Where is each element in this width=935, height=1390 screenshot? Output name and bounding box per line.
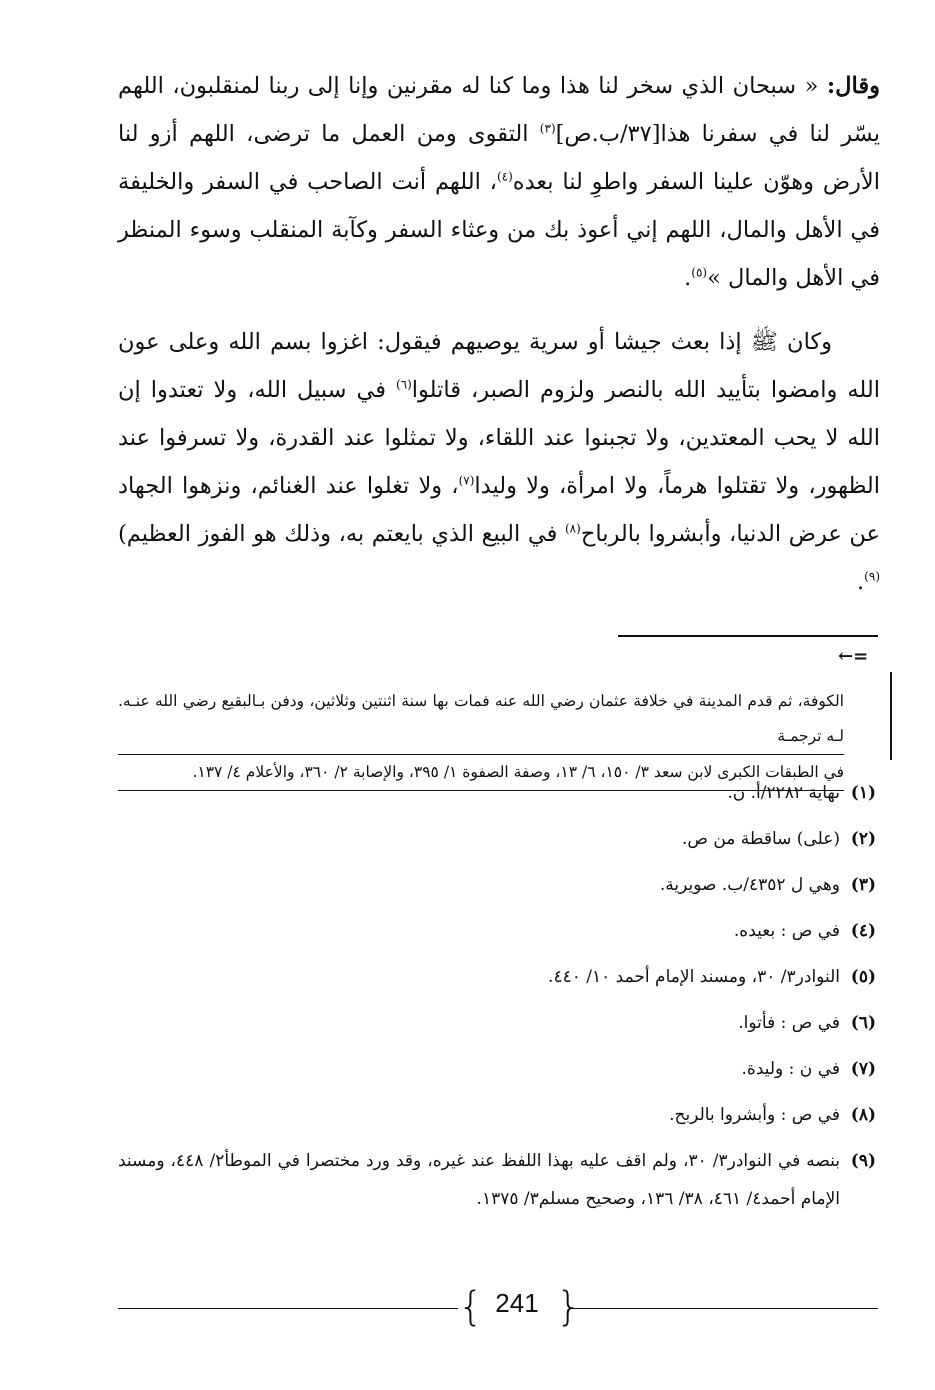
arrow-icon: ← [838, 646, 854, 667]
footnote-item [118, 770, 876, 816]
text-run: ، اللهم أنت الصاحب في السفر والخليفة في الأهل والمال، اللهم إني أعوذ بك من وعثاء السفر وكآبة المنقلب وسوء المنظر في الأهل والمال » [118, 169, 880, 291]
footnote-item [118, 1138, 876, 1218]
carryover-bar [890, 672, 892, 760]
footnote-item [118, 954, 876, 1000]
continuation-mark: ←= [838, 646, 869, 667]
footnote-separator [618, 635, 878, 637]
text-run: التقوى ومن العمل ما ترضى، اللهم أزو لنا الأرض وهوّن علينا السفر واطوِ لنا بعده [118, 121, 880, 195]
footnote-number: (١) [850, 783, 876, 803]
footnote-item [118, 1046, 876, 1092]
page-number: 241 [495, 1288, 539, 1318]
footnote-text: في ص : وأبشروا بالربح. [669, 1105, 840, 1125]
footnote-item [118, 1092, 876, 1138]
footnote-ref[interactable]: (٨) [564, 521, 581, 536]
footnote-ref[interactable]: (٦) [395, 377, 412, 392]
text-run: في البيع الذي بايعتم به، وذلك هو الفوز العظيم) [118, 521, 565, 547]
footnote-number: (٦) [850, 1013, 876, 1033]
text-run: ، ولا تغلوا عند الغنائم، ونزهوا الجهاد عن عرض الدنيا، وأبشروا بالرباح [118, 473, 880, 547]
footer-rule-left [118, 1308, 458, 1309]
footnote-text: وهي ل ٤٣٥٢/ب. صويرية. [659, 875, 840, 895]
footnote-number: (٢) [850, 829, 876, 849]
carryover-line: في الطبقات الكبرى لابن سعد ٣/ ١٥٠، ٦/ ١٣، وصفة الصفوة ١/ ٣٩٥، والإصابة ٢/ ٣٦٠، والأعلام ٤/ ١٣٧. [118, 755, 844, 791]
footnote-text: في ص : فأتوا. [738, 1013, 840, 1033]
footnote-text: (على) ساقطة من ص. [681, 829, 840, 849]
footnote-ref[interactable]: (٧) [458, 473, 475, 488]
footnote-ref[interactable]: (٥) [691, 265, 708, 280]
footnote-number: (٩) [850, 1151, 876, 1171]
text-run: في سبيل الله، ولا تعتدوا إن الله لا يحب المعتدين، ولا تجبنوا عند اللقاء، ولا تمثلوا عند القدرة، ولا تسرفوا عند الظهور، ولا تقتلوا هرماً، ولا امرأة، ولا وليدا [118, 377, 881, 499]
footnote-number: (٥) [850, 967, 876, 987]
text-run: . [684, 265, 692, 291]
footnote-text: في ص : بعيده. [733, 921, 840, 941]
main-text [118, 62, 880, 606]
footnote-number: (٧) [850, 1059, 876, 1079]
footnotes-list [118, 770, 876, 1218]
footnote-number: (٣) [850, 875, 876, 895]
text-run: . [857, 569, 865, 595]
paragraph-2 [118, 318, 880, 606]
paragraph-lead: وقال: [826, 73, 880, 99]
footnote-number: (٤) [850, 921, 876, 941]
paragraph-1 [118, 62, 880, 302]
right-brace-icon: } [556, 1284, 582, 1330]
footnote-text: النوادر٣/ ٣٠، ومسند الإمام أحمد ١٠/ ٤٤٠. [548, 967, 840, 987]
footnote-ref[interactable]: (٩) [864, 569, 880, 584]
footnote-text: نهاية ٢٢٨٢/أ. ن. [727, 783, 840, 803]
footnote-ref[interactable]: (٣) [539, 121, 556, 136]
footer-rule-right [572, 1308, 878, 1309]
carryover-line: الكوفة، ثم قدم المدينة في خلافة عثمان رضي الله عنه فمات بها سنة اثنتين وثلاثين، ودفن بـالبقيع رضي الله عنـه. لـه ترجمـة [118, 684, 844, 755]
footnote-number: (٨) [850, 1105, 876, 1125]
footnote-item [118, 1000, 876, 1046]
footnote-text: بنصه في النوادر٣/ ٣٠، ولم اقف عليه بهذا اللفظ عند غيره، وقد ورد مختصرا في الموطأ٢/ ٤٤٨، ومسند الإمام أحمد٤/ ٤٦١، ٣٨/ ١٣٦، وصحيح مسلم٣/ ١٣٧٥. [118, 1151, 841, 1209]
footnote-text: في ن : وليدة. [741, 1059, 840, 1079]
footnote-item [118, 816, 876, 862]
footnote-item [118, 908, 876, 954]
text-run: « سبحان الذي سخر لنا هذا وما كنا له مقرنين وإنا إلى ربنا لمنقلبون، اللهم يسّر لنا في سفرنا هذا[٣٧/ب.ص] [118, 73, 880, 147]
footnote-item [118, 862, 876, 908]
footnote-ref[interactable]: (٤) [496, 169, 513, 184]
text-run: وكان ﷺ إذا بعث جيشا أو سرية يوصيهم فيقول: اغزوا بسم الله وعلى عون الله وامضوا بتأييد الله بالنصر ولزوم الصبر، قاتلوا [118, 329, 880, 403]
left-brace-icon: { [458, 1284, 484, 1330]
